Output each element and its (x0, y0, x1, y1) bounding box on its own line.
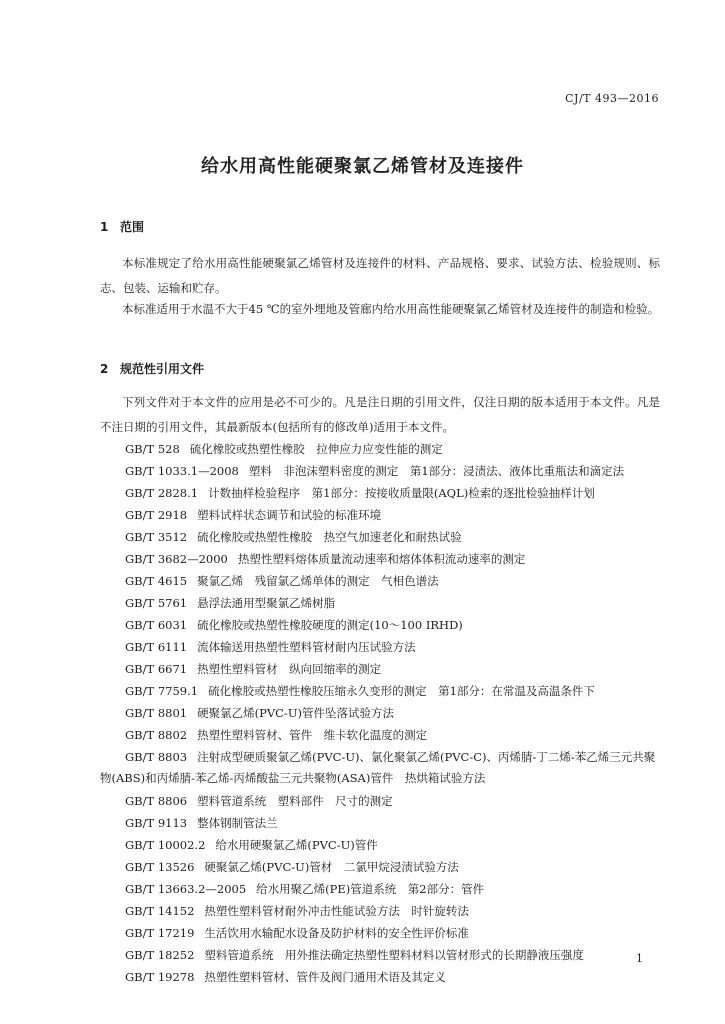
page-number: 1 (636, 952, 643, 965)
reference-code: GB/T 18252 (125, 948, 195, 962)
reference-code: GB/T 7759.1 (125, 684, 199, 698)
reference-code: GB/T 5761 (125, 596, 188, 610)
reference-title: 整体钢制管法兰 (197, 816, 278, 830)
reference-code: GB/T 10002.2 (125, 838, 206, 852)
reference-title: 给水用聚乙烯(PE)管道系统 第2部分：管件 (256, 882, 485, 896)
reference-title: 塑料试样状态调节和试验的标准环境 (197, 508, 382, 522)
reference-title: 硫化橡胶或热塑性橡胶硬度的测定(10～100 IRHD) (197, 618, 463, 632)
scope-paragraph-2: 本标准适用于水温不大于45 ℃的室外埋地及管廊内给水用高性能硬聚氯乙烯管材及连接件的制造和检验。 (122, 302, 660, 316)
reference-title: 热塑性塑料管材、管件及阀门通用术语及其定义 (204, 970, 446, 984)
reference-code: GB/T 3682—2000 (125, 552, 228, 566)
reference-item (100, 747, 662, 789)
reference-code: GB/T 1033.1—2008 (125, 464, 239, 478)
reference-item (100, 837, 662, 853)
reference-item (100, 815, 662, 831)
reference-code: GB/T 2828.1 (125, 486, 199, 500)
reference-item (100, 639, 662, 655)
section-2-heading (100, 360, 204, 377)
scope-paragraph-1: 本标准规定了给水用高性能硬聚氯乙烯管材及连接件的材料、产品规格、要求、试验方法、检验规则、标志、包装、运输和贮存。 (100, 256, 660, 295)
reference-item (100, 595, 662, 611)
reference-code: GB/T 8806 (125, 794, 188, 808)
reference-title: 硫化橡胶或热塑性橡胶 拉伸应力应变性能的测定 (189, 442, 443, 456)
reference-code: GB/T 6111 (125, 640, 188, 654)
reference-code: GB/T 13526 (125, 860, 195, 874)
reference-code: GB/T 2918 (125, 508, 188, 522)
reference-title: 热塑性塑料管材 纵向回缩率的测定 (197, 662, 382, 676)
reference-title: 硫化橡胶或热塑性橡胶 热空气加速老化和耐热试验 (197, 530, 462, 544)
section-number: 2 (100, 362, 109, 376)
reference-title: 注射成型硬质聚氯乙烯(PVC-U)、氯化聚氯乙烯(PVC-C)、丙烯腈-丁二烯-苯乙烯三元共聚物(ABS)和丙烯腈-苯乙烯-丙烯酸盐三元共聚物(ASA)管件 热烘箱试验方法 (100, 750, 656, 785)
reference-title: 塑料管道系统 塑料部件 尺寸的测定 (197, 794, 393, 808)
reference-title: 计数抽样检验程序 第1部分：按接收质量限(AQL)检索的逐批检验抽样计划 (208, 486, 595, 500)
reference-code: GB/T 9113 (125, 816, 188, 830)
reference-title: 聚氯乙烯 残留氯乙烯单体的测定 气相色谱法 (197, 574, 439, 588)
reference-title: 热塑性塑料管材耐外冲击性能试验方法 时针旋转法 (204, 904, 469, 918)
standard-code: CJ/T 493—2016 (565, 92, 659, 105)
reference-item (100, 507, 662, 523)
reference-item (100, 573, 662, 589)
reference-title: 硬聚氯乙烯(PVC-U)管件坠落试验方法 (197, 706, 395, 720)
reference-title: 热塑性塑料熔体质量流动速率和熔体体积流动速率的测定 (237, 552, 526, 566)
reference-title: 塑料 非泡沫塑料密度的测定 第1部分：浸渍法、液体比重瓶法和滴定法 (248, 464, 625, 478)
reference-code: GB/T 8801 (125, 706, 188, 720)
reference-code: GB/T 6031 (125, 618, 188, 632)
reference-item (100, 727, 662, 743)
reference-item (100, 903, 662, 919)
reference-item (100, 661, 662, 677)
reference-code: GB/T 13663.2—2005 (125, 882, 247, 896)
reference-code: GB/T 17219 (125, 926, 195, 940)
reference-item (100, 529, 662, 545)
reference-title: 给水用硬聚氯乙烯(PVC-U)管件 (215, 838, 378, 852)
reference-code: GB/T 14152 (125, 904, 195, 918)
reference-item (100, 485, 662, 501)
section-title: 范围 (120, 220, 145, 234)
reference-item (100, 617, 662, 633)
reference-code: GB/T 19278 (125, 970, 195, 984)
reference-item (100, 793, 662, 809)
reference-title: 热塑性塑料管材、管件 维卡软化温度的测定 (197, 728, 428, 742)
reference-title: 硫化橡胶或热塑性橡胶压缩永久变形的测定 第1部分：在常温及高温条件下 (208, 684, 595, 698)
reference-code: GB/T 8803 (125, 750, 188, 764)
section-1-heading (100, 218, 144, 235)
reference-title: 流体输送用热塑性塑料管材耐内压试验方法 (197, 640, 416, 654)
reference-code: GB/T 6671 (125, 662, 188, 676)
reference-item (100, 551, 662, 567)
reference-item (100, 969, 662, 985)
section-title: 规范性引用文件 (120, 362, 205, 376)
reference-item (100, 947, 662, 963)
reference-code: GB/T 4615 (125, 574, 188, 588)
reference-title: 塑料管道系统 用外推法确定热塑性塑料材料以管材形式的长期静液压强度 (204, 948, 584, 962)
reference-title: 悬浮法通用型聚氯乙烯树脂 (197, 596, 336, 610)
reference-code: GB/T 3512 (125, 530, 188, 544)
reference-item (100, 859, 662, 875)
reference-title: 生活饮用水输配水设备及防护材料的安全性评价标准 (204, 926, 469, 940)
section-number: 1 (100, 220, 109, 234)
reference-item (100, 463, 662, 479)
reference-item (100, 881, 662, 897)
reference-item (100, 441, 662, 457)
reference-code: GB/T 528 (125, 442, 180, 456)
reference-title: 硬聚氯乙烯(PVC-U)管材 二氯甲烷浸渍试验方法 (204, 860, 459, 874)
reference-item (100, 683, 662, 699)
references-intro-paragraph: 下列文件对于本文件的应用是必不可少的。凡是注日期的引用文件，仅注日期的版本适用于本文件。凡是不注日期的引用文件，其最新版本(包括所有的修改单)适用于本文件。 (100, 395, 660, 434)
reference-item (100, 925, 662, 941)
reference-code: GB/T 8802 (125, 728, 188, 742)
reference-item (100, 705, 662, 721)
document-title: 给水用高性能硬聚氯乙烯管材及连接件 (201, 156, 524, 177)
